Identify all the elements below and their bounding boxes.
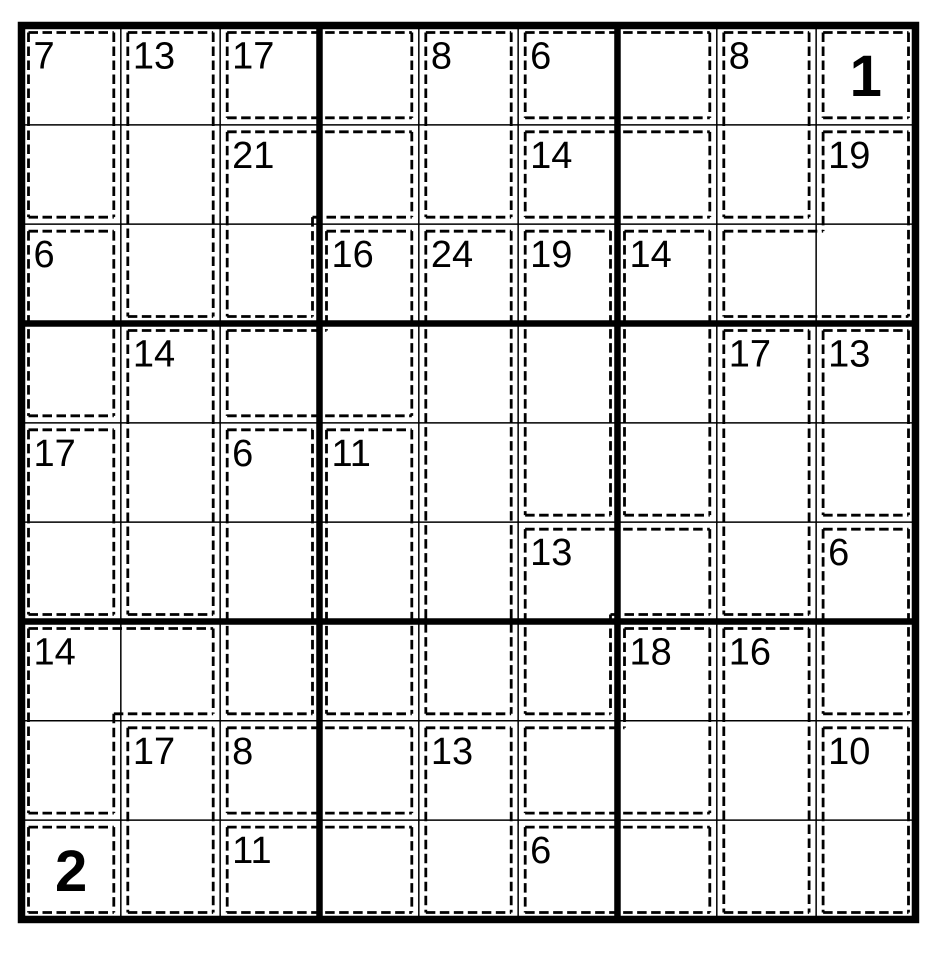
big-digit: 2 <box>55 838 88 904</box>
cage-sum-label: 19 <box>530 234 573 277</box>
cell-r3c9[interactable] <box>816 224 915 323</box>
cell-r8c7[interactable] <box>617 721 716 820</box>
cage-sum-label: 24 <box>430 234 474 277</box>
cage-sum-label: 14 <box>132 333 176 376</box>
cell-r6c1[interactable] <box>22 522 121 621</box>
cell-r9c4[interactable] <box>319 820 418 919</box>
cage-sum-label: 7 <box>33 35 55 78</box>
cell-r9c7[interactable] <box>617 820 716 919</box>
cage-sum-label: 18 <box>629 631 672 674</box>
cell-r8c4[interactable] <box>319 721 418 820</box>
cell-r5c7[interactable] <box>617 423 716 522</box>
cage-sum-label: 11 <box>232 830 272 873</box>
cell-r3c2[interactable] <box>121 224 220 323</box>
cell-r2c8[interactable] <box>717 125 816 224</box>
cell-r5c6[interactable] <box>518 423 617 522</box>
cell-r6c2[interactable] <box>121 522 220 621</box>
cage-sum-label: 8 <box>232 730 254 773</box>
cell-r8c6[interactable] <box>518 721 617 820</box>
cell-r3c8[interactable] <box>717 224 816 323</box>
cell-r4c4[interactable] <box>319 323 418 422</box>
cage-sum-label: 6 <box>530 830 552 873</box>
cell-r2c7[interactable] <box>617 125 716 224</box>
cell-r5c2[interactable] <box>121 423 220 522</box>
cell-r6c8[interactable] <box>717 522 816 621</box>
cell-r7c4[interactable] <box>319 621 418 720</box>
cage-sum-label: 8 <box>430 35 452 78</box>
cell-r4c1[interactable] <box>22 323 121 422</box>
cage-sum-label: 6 <box>828 532 850 575</box>
cage-sum-label: 17 <box>132 730 176 773</box>
cage-sum-label: 17 <box>728 333 772 376</box>
cell-r2c1[interactable] <box>22 125 121 224</box>
cell-r5c5[interactable] <box>419 423 518 522</box>
cell-r4c6[interactable] <box>518 323 617 422</box>
cage-sum-label: 6 <box>232 432 254 475</box>
cell-r2c2[interactable] <box>121 125 220 224</box>
cell-r4c7[interactable] <box>617 323 716 422</box>
cell-r7c3[interactable] <box>220 621 319 720</box>
cage-sum-label: 14 <box>629 234 672 277</box>
cell-r7c9[interactable] <box>816 621 915 720</box>
cell-r3c3[interactable] <box>220 224 319 323</box>
cage-sum-label: 6 <box>530 35 552 78</box>
cage-sum-label: 16 <box>728 631 772 674</box>
cage-sum-label: 16 <box>331 234 374 277</box>
cell-r6c4[interactable] <box>319 522 418 621</box>
cell-r7c6[interactable] <box>518 621 617 720</box>
cells <box>22 26 916 920</box>
cell-r5c8[interactable] <box>717 423 816 522</box>
big-digit: 1 <box>849 44 882 110</box>
cell-r9c2[interactable] <box>121 820 220 919</box>
cell-r9c5[interactable] <box>419 820 518 919</box>
cage-sum-label: 13 <box>828 333 871 376</box>
cell-r6c3[interactable] <box>220 522 319 621</box>
cage-sum-label: 21 <box>232 134 275 177</box>
cage-sum-label: 10 <box>828 730 871 773</box>
cell-r8c8[interactable] <box>717 721 816 820</box>
cell-r1c4[interactable] <box>319 26 418 125</box>
cell-r8c1[interactable] <box>22 721 121 820</box>
cage-sum-label: 14 <box>33 631 76 674</box>
cage-sum-label: 17 <box>33 432 76 475</box>
cage-sum-label: 17 <box>232 35 275 78</box>
cell-r9c8[interactable] <box>717 820 816 919</box>
cell-r7c5[interactable] <box>419 621 518 720</box>
cell-r2c5[interactable] <box>419 125 518 224</box>
cell-r9c9[interactable] <box>816 820 915 919</box>
cell-r1c7[interactable] <box>617 26 716 125</box>
cell-r6c5[interactable] <box>419 522 518 621</box>
cage-sum-label: 11 <box>331 432 371 475</box>
cage-sum-label: 6 <box>33 234 55 277</box>
cage-sum-label: 19 <box>828 134 871 177</box>
cage-sum-label: 14 <box>530 134 573 177</box>
cage-sum-label: 13 <box>132 35 176 78</box>
cell-r7c2[interactable] <box>121 621 220 720</box>
cell-r4c5[interactable] <box>419 323 518 422</box>
cage-sum-label: 8 <box>728 35 750 78</box>
cage-sum-label: 13 <box>530 532 573 575</box>
cell-r5c9[interactable] <box>816 423 915 522</box>
cell-r2c4[interactable] <box>319 125 418 224</box>
cage-sum-label: 13 <box>430 730 474 773</box>
cell-r6c7[interactable] <box>617 522 716 621</box>
cell-r4c3[interactable] <box>220 323 319 422</box>
